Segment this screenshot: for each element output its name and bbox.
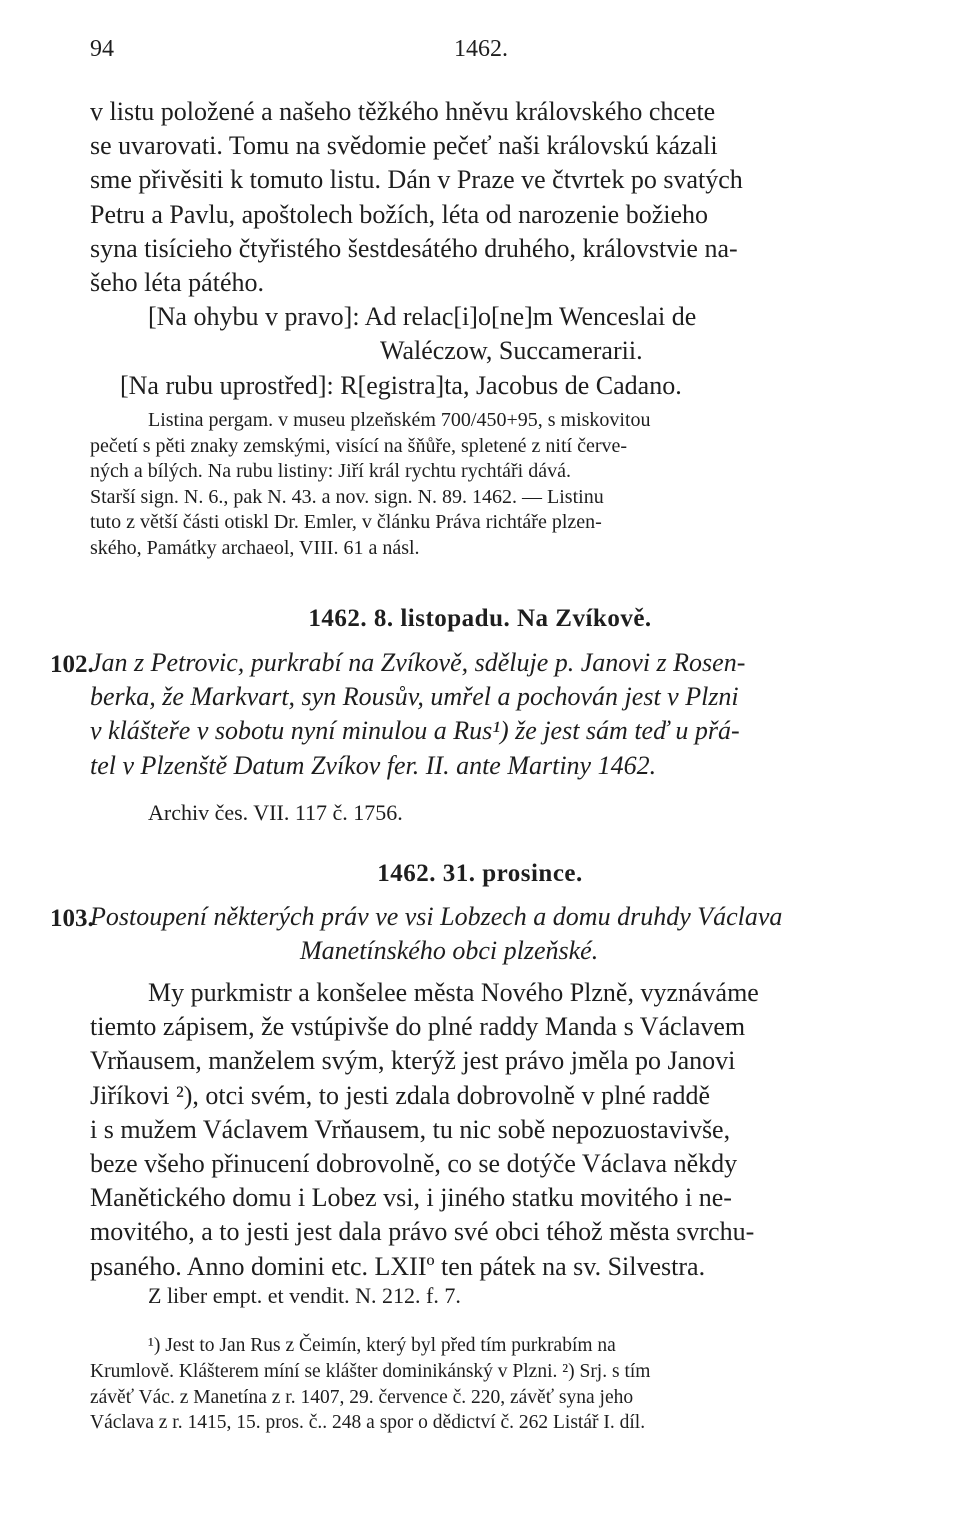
- document-102-source: Archiv čes. VII. 117 č. 1756.: [148, 800, 403, 825]
- title-line: Postoupení některých práv ve vsi Lobzech a domu druhdy Václava: [90, 902, 783, 931]
- text-line: šeho léta pátého.: [90, 268, 264, 298]
- text-line: se uvarovati. Tomu na svědomie pečeť naši královskú kázali: [90, 131, 718, 161]
- document-103-body: [90, 976, 875, 1284]
- body-line: psaného. Anno domini etc. LXIIº ten pátek na sv. Silvestra.: [90, 1251, 706, 1281]
- document-103-number: 103.: [50, 905, 94, 932]
- footnote-line: Václava z r. 1415, 15. pros. č.. 248 a spor o dědictví č. 262 Listář I. díl.: [90, 1412, 646, 1434]
- previous-document-ending: [90, 95, 875, 403]
- body-line: Vrňausem, manželem svým, kterýž jest právo jměla po Janovi: [90, 1046, 736, 1076]
- footnote-line: ¹) Jest to Jan Rus z Čeimín, který byl před tím purkrabím na: [148, 1335, 616, 1356]
- body-line: My purkmistr a konšelee města Nového Plzně, vyznáváme: [148, 978, 759, 1007]
- back-note: [Na rubu uprostřed]: R[egistra]ta, Jacobus de Cadano.: [120, 370, 682, 400]
- source-line: pečetí s pěti znaky zemskými, visící na šňůře, spletené z nití červe-: [90, 434, 628, 457]
- body-line: i s mužem Václavem Vrňausem, tu nic sobě nepozuostavivše,: [90, 1114, 731, 1144]
- document-102-number: 102.: [50, 651, 94, 678]
- document-102-date: 1462. 8. listopadu. Na Zvíkově.: [308, 605, 652, 632]
- footnote-line: závěť Vác. z Manetína z r. 1407, 29. července č. 220, závěť synа jeho: [90, 1386, 634, 1408]
- regest-line: berka, že Markvart, syn Rousův, umřel a pochován jest v Plzni: [90, 682, 739, 712]
- source-line: tuto z větší části otiskl Dr. Emler, v článku Práva richtáře plzen-: [90, 511, 602, 534]
- header-year: 1462.: [454, 36, 508, 62]
- source-line: Listina pergam. v museu plzeňském 700/450+95, s miskovitou: [148, 409, 651, 431]
- page-header: [90, 36, 870, 70]
- regest-line: tel v Plzenště Datum Zvíkov fer. II. ante Martiny 1462.: [90, 750, 657, 780]
- source-line: Starší sign. N. 6., pak N. 43. a nov. sign. N. 89. 1462. — Listinu: [90, 485, 604, 508]
- body-line: Jiříkovi ²), otci svém, to jesti zdala dobrovolně v plné raddě: [90, 1080, 711, 1110]
- document-102-regest: [90, 646, 875, 783]
- regest-line: Jan z Petrovic, purkrabí na Zvíkově, sděluje p. Janovi z Rosen-: [90, 648, 746, 677]
- body-line: beze všeho přinucení dobrovolně, co se dotýče Václava někdy: [90, 1149, 738, 1179]
- title-line: Manetínského obci plzeňské.: [300, 936, 599, 966]
- footnotes: [90, 1333, 875, 1436]
- document-103-date: 1462. 31. prosince.: [377, 860, 583, 887]
- text-line: Petru a Pavlu, apoštolech božích, léta od narozenie božieho: [90, 199, 709, 229]
- fold-note: [Na ohybu v pravo]: Ad relac[i]o[ne]m Wenceslai de: [148, 302, 697, 332]
- source-line: ského, Památky archaeol, VIII. 61 a násl.: [90, 536, 420, 559]
- text-line: v listu položené a našeho těžkého hněvu královského chcete: [90, 97, 716, 126]
- previous-document-source: [90, 408, 875, 562]
- body-line: tiemto zápisem, že vstúpivše do plné raddy Manda s Václavem: [90, 1012, 746, 1042]
- body-line: Manětického domu i Lobez vsi, i jiného statku movitého i ne-: [90, 1183, 732, 1213]
- body-line: movitého, a to jesti jest dala právo své obci téhož města svrchu-: [90, 1217, 755, 1247]
- regest-line: v klášteře v sobotu nyní minulou a Rus¹) že jest sám teď u přá-: [90, 716, 740, 746]
- document-103-source: Z liber empt. et vendit. N. 212. f. 7.: [148, 1283, 461, 1308]
- page-number: 94: [90, 36, 114, 62]
- source-line: ných a bílých. Na rubu listiny: Jiří král rychtu rychtáři dává.: [90, 460, 571, 483]
- footnote-line: Krumlově. Klášterem míní se klášter dominikánský v Plzni. ²) Srj. s tím: [90, 1360, 651, 1382]
- document-103-title: [90, 900, 875, 968]
- fold-note-continuation: Waléczow, Succamerarii.: [380, 336, 643, 366]
- text-line: syna tisícieho čtyřistého šestdesátého druhého, královstvie na-: [90, 233, 738, 263]
- text-line: sme přivěsiti k tomuto listu. Dán v Praze ve čtvrtek po svatých: [90, 165, 743, 195]
